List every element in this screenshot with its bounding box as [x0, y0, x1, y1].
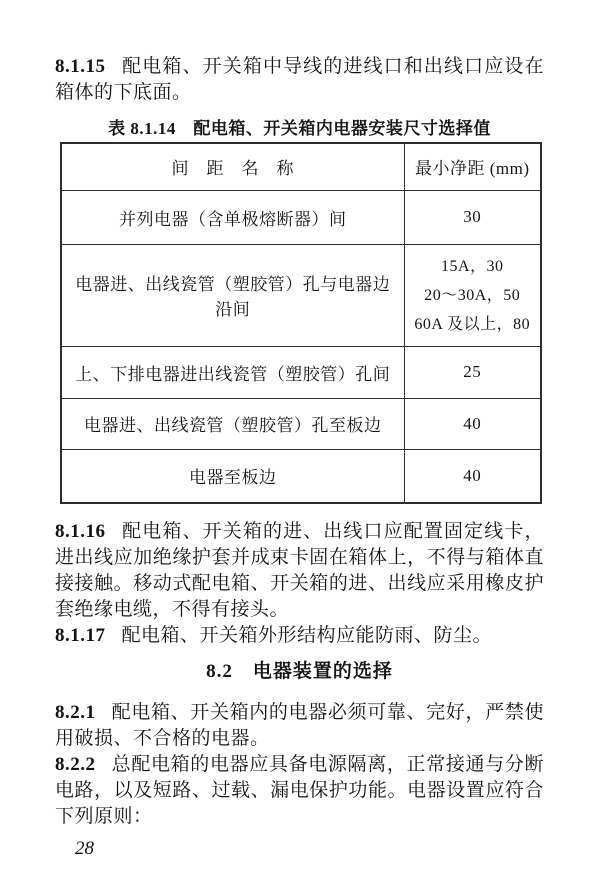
table-row — [61, 449, 541, 503]
clause-text: 配电箱、开关箱外形结构应能防雨、防尘。 — [121, 625, 493, 646]
clause-number: 8.1.17 — [55, 625, 106, 646]
table-cell-name: 上、下排电器进出线瓷管（塑胶管）孔间 — [61, 346, 404, 398]
clause-text: 配电箱、开关箱的进、出线口应配置固定线卡，进出线应加绝缘护套并成束卡固在箱体上，不得与箱体直接接触。移动式配电箱、开关箱的进、出线应采用橡皮护套绝缘电缆，不得有接头。 — [55, 521, 544, 620]
clause-text: 总配电箱的电器应具备电源隔离，正常接通与分断电路，以及短路、过载、漏电保护功能。电器设置应符合下列原则： — [55, 754, 544, 827]
section-heading: 8.2 电器装置的选择 — [206, 661, 393, 682]
table-row — [61, 190, 541, 244]
value-line: 20～30A，50 — [424, 286, 521, 304]
table-cell-value — [404, 244, 541, 346]
clause-text: 配电箱、开关箱内的电器必须可靠、完好，严禁使用破损、不合格的电器。 — [55, 702, 544, 749]
table-row — [61, 346, 541, 398]
table-cell-name: 电器进、出线瓷管（塑胶管）孔与电器边沿间 — [61, 244, 404, 346]
table-cell-value: 25 — [404, 346, 541, 398]
table-caption: 表 8.1.14 配电箱、开关箱内电器安装尺寸选择值 — [108, 119, 491, 138]
clause-text: 配电箱、开关箱中导线的进线口和出线口应设在箱体的下底面。 — [55, 56, 544, 103]
clause-number: 8.2.2 — [55, 754, 96, 775]
table-cell-value: 40 — [404, 449, 541, 503]
table-header-row — [61, 143, 541, 190]
clause-number: 8.1.15 — [55, 56, 106, 77]
clause-8-1-16 — [55, 519, 544, 623]
spec-table — [60, 142, 542, 504]
value-line: 15A，30 — [440, 257, 504, 275]
clause-number: 8.2.1 — [55, 702, 96, 723]
value-line: 60A 及以上，80 — [414, 315, 531, 333]
table-row — [61, 398, 541, 449]
table-cell-name: 电器进、出线瓷管（塑胶管）孔至板边 — [61, 398, 404, 449]
page-number: 28 — [75, 838, 94, 859]
clause-8-1-15 — [55, 54, 544, 106]
table-cell-name: 并列电器（含单极熔断器）间 — [61, 190, 404, 244]
table-cell-value: 30 — [404, 190, 541, 244]
clause-8-1-17 — [55, 623, 544, 649]
clause-8-2-1 — [55, 700, 544, 752]
clause-number: 8.1.16 — [55, 521, 106, 542]
table-cell-name: 电器至板边 — [61, 449, 404, 503]
clause-8-2-2 — [55, 752, 544, 830]
table-cell-value: 40 — [404, 398, 541, 449]
column-header-value: 最小净距 (mm) — [404, 143, 541, 190]
column-header-name: 间 距 名 称 — [61, 143, 404, 190]
table-row — [61, 244, 541, 346]
